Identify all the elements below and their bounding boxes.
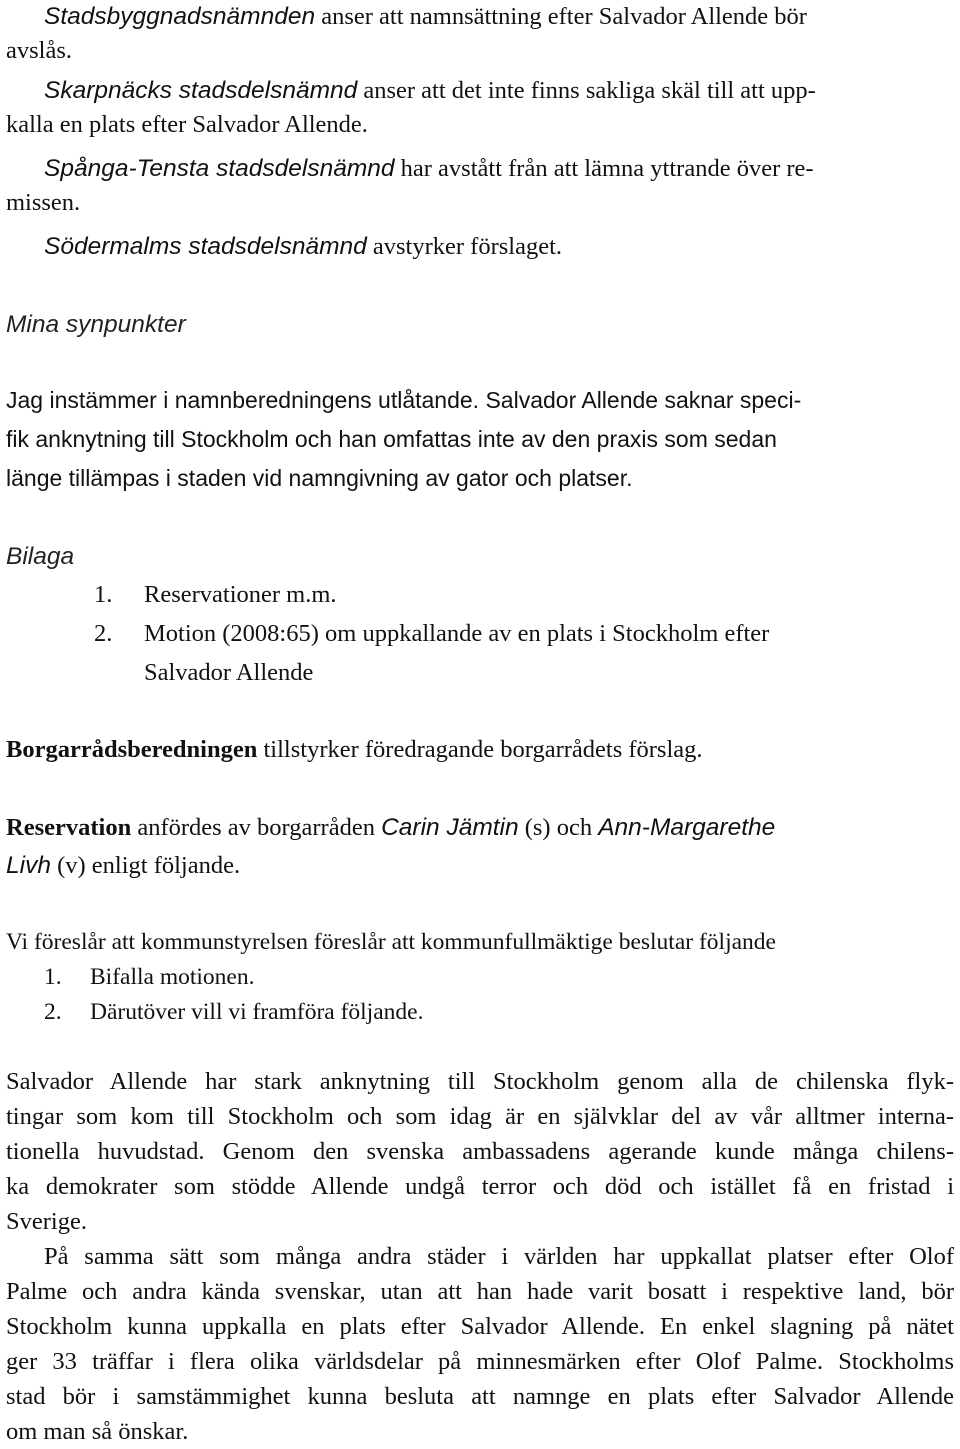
paragraph-1-line-3: tionella huvudstad. Genom den svenska ambassadens agerande kunde många chilens- <box>6 1138 954 1165</box>
forslag-intro: Vi föreslår att kommunstyrelsen föreslår att kommunfullmäktige beslutar följande <box>6 929 776 955</box>
paragraph-1-line-2: tingar som kom till Stockholm och som idag är en självklar del av vår alltmer interna- <box>6 1103 954 1130</box>
forslag-item-text: Bifalla motionen. <box>90 964 255 990</box>
beredning-text: tillstyrker föredragande borgarrådets förslag. <box>263 736 703 763</box>
remiss-spanga-line-2: missen. <box>6 189 81 216</box>
remiss-text: avstyrker förslaget. <box>372 233 562 260</box>
section-heading-bilaga: Bilaga <box>6 543 75 570</box>
reservation-text: anfördes av borgarråden <box>137 814 375 841</box>
reservation-line-2 <box>6 849 954 883</box>
remiss-text: har avstått från att lämna yttrande över re- <box>400 155 814 182</box>
reservation-text: (v) enligt följande. <box>57 852 241 879</box>
remiss-spanga-line-1 <box>44 152 960 186</box>
synpunkter-line-3: länge tillämpas i staden vid namngivning av gator och platser. <box>6 465 633 491</box>
remiss-body-name: Stadsbyggnadsnämnden <box>44 3 316 30</box>
remiss-body-name: Skarpnäcks stadsdelsnämnd <box>44 77 358 104</box>
remiss-stadsbygg-line-2: avslås. <box>6 37 72 64</box>
paragraph-1-line-1: Salvador Allende har stark anknytning till Stockholm genom alla de chilenska flyk- <box>6 1068 954 1095</box>
beredning-line <box>6 733 954 767</box>
forslag-item-number: 2. <box>44 999 62 1025</box>
paragraph-2-line-4: ger 33 träffar i flera olika världsdelar på minnesmärken efter Olof Palme. Stockholms <box>6 1348 954 1375</box>
reservation-label: Reservation <box>6 814 132 841</box>
forslag-item-number: 1. <box>44 964 62 990</box>
bilaga-item-text-continued: Salvador Allende <box>144 659 314 686</box>
remiss-skarpnack-line-2: kalla en plats efter Salvador Allende. <box>6 111 368 138</box>
remiss-text: anser att namnsättning efter Salvador Allende bör <box>321 3 807 30</box>
remiss-body-name: Spånga-Tensta stadsdelsnämnd <box>44 155 395 182</box>
paragraph-2-line-1: På samma sätt som många andra städer i världen har uppkallat platser efter Olof <box>44 1243 954 1270</box>
remiss-text: anser att det inte finns sakliga skäl till att upp- <box>363 77 816 104</box>
paragraph-1-line-4: ka demokrater som stödde Allende undgå terror och död och istället få en fristad i <box>6 1173 954 1200</box>
synpunkter-line-2: fik anknytning till Stockholm och han omfattas inte av den praxis som sedan <box>6 426 777 452</box>
remiss-sodermalm-line <box>44 230 960 264</box>
bilaga-item-text: Reservationer m.m. <box>144 581 337 608</box>
forslag-item-text: Därutöver vill vi framföra följande. <box>90 999 424 1025</box>
remiss-skarpnack-line-1 <box>44 74 960 108</box>
reservation-name: Livh <box>6 852 51 879</box>
paragraph-2-line-6: om man så önskar. <box>6 1418 189 1445</box>
reservation-name: Ann-Margarethe <box>598 814 776 841</box>
reservation-name: Carin Jämtin <box>381 814 519 841</box>
bilaga-item-number: 2. <box>94 620 113 647</box>
reservation-line-1 <box>6 811 954 845</box>
section-heading-synpunkter: Mina synpunkter <box>6 311 186 338</box>
reservation-text: (s) och <box>524 814 593 841</box>
paragraph-1-line-5: Sverige. <box>6 1208 87 1235</box>
beredning-label: Borgarrådsberedningen <box>6 736 258 763</box>
remiss-stadsbygg-line-1 <box>44 0 960 34</box>
paragraph-2-line-3: Stockholm kunna uppkalla en plats efter Salvador Allende. En enkel slagning på nätet <box>6 1313 954 1340</box>
paragraph-2-line-2: Palme och andra kända svenskar, utan att han hade varit bosatt i respektive land, bör <box>6 1278 954 1305</box>
bilaga-item-text: Motion (2008:65) om uppkallande av en plats i Stockholm efter <box>144 620 770 647</box>
remiss-body-name: Södermalms stadsdelsnämnd <box>44 233 367 260</box>
synpunkter-line-1: Jag instämmer i namnberedningens utlåtande. Salvador Allende saknar speci- <box>6 387 802 413</box>
paragraph-2-line-5: stad bör i samstämmighet kunna besluta att namnge en plats efter Salvador Allende <box>6 1383 954 1410</box>
bilaga-item-number: 1. <box>94 581 113 608</box>
